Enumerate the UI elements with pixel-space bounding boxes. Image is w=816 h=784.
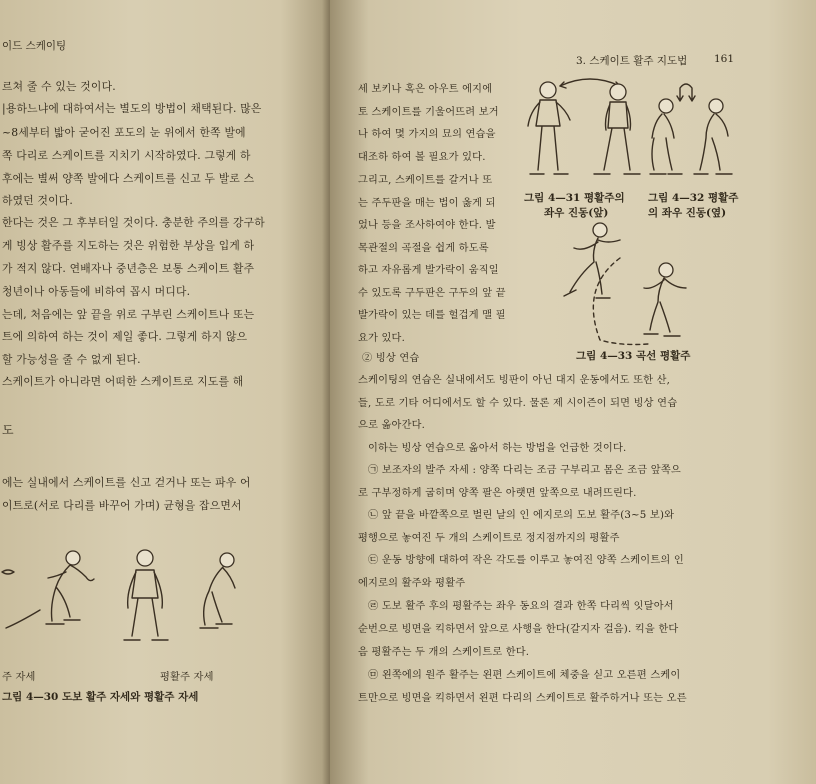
text-line: ㉣ 도보 활주 후의 평활주는 좌우 동요의 결과 한쪽 다리씩 잇달아서 <box>368 601 674 612</box>
figure-label: 주 자세 <box>2 672 36 683</box>
section-heading: 도 <box>2 423 14 437</box>
figure-caption: 그림 4—33 곡선 평활주 <box>576 350 691 362</box>
text-line: 게 빙상 활주를 지도하는 것은 위험한 부상을 입게 하 <box>2 239 255 252</box>
text-line: 트에 의하여 하는 것이 제일 좋다. 그렇게 하지 않으 <box>2 330 248 343</box>
text-line: 에는 실내에서 스케이트를 신고 걷거나 또는 파우 어 <box>2 476 251 489</box>
text-line: ㉤ 왼쪽에의 원주 활주는 왼편 스케이트에 체중을 싣고 오른편 스케이 <box>368 670 681 681</box>
text-line: 었나 등을 조사하여야 한다. 발 <box>358 220 496 231</box>
figure-caption: 의 좌우 진동(옆) <box>648 207 727 219</box>
text-line: ㉡ 앞 끝을 바깥쪽으로 벌린 날의 인 에지로의 도보 활주(3~5 보)와 <box>368 510 675 521</box>
right-running-head: 3. 스케이트 활주 지도법 <box>576 55 688 67</box>
text-line: 후에는 별써 양쪽 발에다 스케이트를 신고 두 발로 스 <box>2 172 255 185</box>
text-line: 할 가능성을 줄 수 없게 된다. <box>2 353 141 366</box>
text-line: 요가 있다. <box>358 333 406 344</box>
left-page <box>0 0 330 784</box>
figure-label: 평활주 자세 <box>160 672 214 683</box>
text-line: 세 보키나 혹은 아우트 에지에 <box>358 84 493 95</box>
text-line: |용하느냐에 대하여서는 별도의 방법이 채택된다. 많은 <box>2 102 262 115</box>
text-line: 토 스케이트를 기울어뜨려 보거 <box>358 107 499 118</box>
text-line: 발가락이 있는 데를 헐겁게 맬 필 <box>358 310 506 321</box>
page-number: 161 <box>714 53 735 65</box>
text-line: 음 평활주는 두 개의 스케이트로 한다. <box>358 647 530 658</box>
figure-caption: 좌우 진동(앞) <box>544 207 609 219</box>
text-line: 쪽 다리로 스케이트를 지치기 시작하였다. 그렇게 하 <box>2 149 251 162</box>
text-line: 순번으로 빙면을 킥하면서 앞으로 사행을 한다(갈지자 걸음). 킥을 한다 <box>358 624 679 635</box>
text-line: 목관절의 곡절을 쉽게 하도록 <box>358 243 489 254</box>
subsection-heading: ② 빙상 연습 <box>362 353 420 364</box>
text-line: 스케이트가 아니라면 어떠한 스케이트로 지도를 해 <box>2 375 244 388</box>
text-line: ~8세부터 밟아 굳어진 포도의 눈 위에서 한쪽 발에 <box>2 126 246 139</box>
text-line: ㉠ 보조자의 발주 자세 : 양쪽 다리는 조금 구부리고 몸은 조금 앞쪽으 <box>368 465 681 476</box>
text-line: 한다는 것은 그 후부터일 것이다. 충분한 주의를 강구하 <box>2 216 265 229</box>
figure-4-33 <box>560 218 720 346</box>
text-line: 하고 자유롭게 발가락이 움직일 <box>358 265 499 276</box>
text-line: 에지로의 활주와 평활주 <box>358 578 466 589</box>
text-line: 가 적지 않다. 연배자나 중년층은 보통 스케이트 활주 <box>2 262 255 275</box>
right-page <box>330 0 816 784</box>
figure-4-31-4-32 <box>520 76 750 186</box>
text-line: 평행으로 놓여진 두 개의 스케이트로 정지점까지의 평활주 <box>358 533 620 544</box>
figure-caption: 그림 4—32 평활주 <box>648 192 739 204</box>
figure-4-30 <box>0 540 250 670</box>
figure-caption: 그림 4—30 도보 활주 자세와 평활주 자세 <box>2 691 199 703</box>
text-line: 트만으로 빙면을 킥하면서 왼편 다리의 스케이트로 활주하거나 또는 오른 <box>358 693 687 704</box>
text-line: 로 구부정하게 굽히며 양쪽 팔은 아랫면 앞쪽으로 내려뜨린다. <box>358 488 637 499</box>
text-line: 청년이나 아동들에 비하여 꼽시 머디다. <box>2 285 191 298</box>
text-line: 이트로(서로 다리를 바꾸어 가며) 균형을 잡으면서 <box>2 499 242 512</box>
text-line: 는 주두판을 매는 법이 옳게 되 <box>358 198 496 209</box>
left-running-head: 이드 스케이팅 <box>2 40 67 52</box>
text-line: 으로 옮아간다. <box>358 420 426 431</box>
text-line: 그리고, 스케이트를 갈거나 또 <box>358 175 493 186</box>
text-line: 는데, 처음에는 앞 끝을 위로 구부린 스케이트나 또는 <box>2 308 255 321</box>
text-line: 하였던 것이다. <box>2 194 74 207</box>
text-line: 들, 도로 기타 어디에서도 할 수 있다. 물론 제 시이즌이 되면 빙상 연습 <box>358 398 678 409</box>
text-line: 나 하여 몇 가지의 묘의 연습을 <box>358 129 496 140</box>
text-line: ㉢ 운동 방향에 대하여 작은 각도를 이루고 놓여진 양쪽 스케이트의 인 <box>368 555 684 566</box>
text-line: 수 있도록 구두판은 구두의 앞 끝 <box>358 288 506 299</box>
text-line: 르쳐 줄 수 있는 것이다. <box>2 80 116 93</box>
text-line: 대조하 하여 볼 필요가 있다. <box>358 152 486 163</box>
text-line: 이하는 빙상 연습으로 옮아서 하는 방법을 언급한 것이다. <box>368 443 627 454</box>
text-line: 스케이팅의 연습은 실내에서도 빙판이 아닌 대지 운동에서도 또한 산, <box>358 375 671 386</box>
figure-caption: 그림 4—31 평활주의 <box>524 192 625 204</box>
